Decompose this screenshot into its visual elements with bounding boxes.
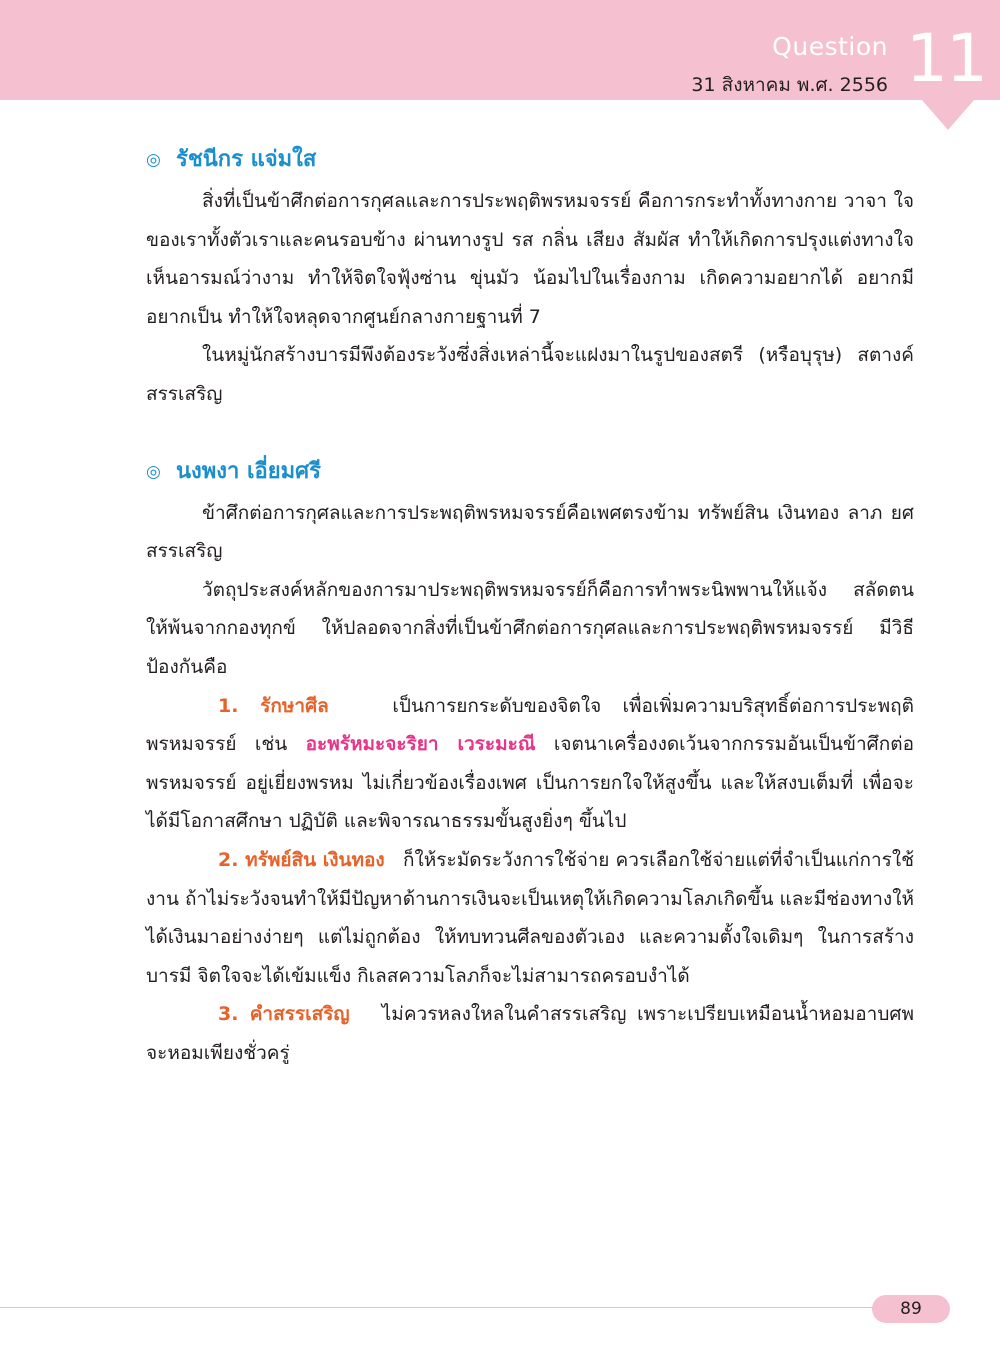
header-notch — [922, 100, 974, 130]
list-item-heading: 3. คำสรรเสริญ — [218, 1003, 350, 1026]
section-title-text: นงพงา เอี่ยมศรี — [176, 458, 321, 484]
list-item-text: เป็นการยกระดับของจิตใจ เพื่อเพิ่มความบริสุทธิ์ต่อการประพฤติพรหมจรรย์ เช่น — [146, 694, 914, 756]
list-item-heading: 2. ทรัพย์สิน เงินทอง — [218, 848, 385, 871]
paragraph: ในหมู่นักสร้างบารมีพึงต้องระวังซึ่งสิ่งเหล่านี้จะแฝงมาในรูปของสตรี (หรือบุรุษ) สตางค์ สรรเสริญ — [146, 344, 914, 405]
list-item-heading: 1. รักษาศีล — [218, 694, 329, 717]
paragraph: ข้าศึกต่อการกุศลและการประพฤติพรหมจรรย์คือเพศตรงข้าม ทรัพย์สิน เงินทอง ลาภ ยศ สรรเสริญ — [146, 501, 914, 563]
question-label: Question — [772, 32, 888, 61]
list-item-2 — [146, 841, 914, 995]
section-title-text: รัชนีกร แจ่มใส — [176, 147, 317, 172]
question-number: 11 — [906, 20, 986, 97]
page-content — [146, 138, 914, 1072]
list-item-1 — [146, 687, 914, 841]
paragraph: วัตถุประสงค์หลักของการมาประพฤติพรหมจรรย์ก็คือการทำพระนิพพานให้แจ้ง สลัดตนให้พ้นจากกองทุกข์ ให้ปลอดจากสิ่งที่เป็นข้าศึกต่อการกุศลและการประพฤติพรหมจรรย์ มีวิธีป้องกันคือ — [146, 578, 914, 678]
section-title-1 — [146, 138, 914, 182]
list-item-text: เจตนาเครื่องงดเว้นจากกรรมอันเป็นข้าศึกต่อพรหมจรรย์ อยู่เยี่ยงพรหม ไม่เกี่ยวข้องเรื่องเพศ เป็นการยกใจให้สูงขึ้น และให้สงบเต็มที่ เพื่อจะได้มีโอกาสศึกษา ปฏิบัติ และพิจารณาธรรมขั้นสูงยิ่งๆ ขึ้นไป — [146, 733, 914, 833]
list-item-text: ก็ให้ระมัดระวังการใช้จ่าย ควรเลือกใช้จ่ายแต่ที่จำเป็นแก่การใช้งาน ถ้าไม่ระวังจนทำให้มีปัญหาด้านการเงินจะเป็นเหตุให้เกิดความโลภเกิดขึ้น และมีช่องทางให้ได้เงินมาอย่างง่ายๆ แต่ไม่ถูกต้อง ให้ทบทวนศีลของตัวเอง และความตั้งใจเดิมๆ ในการสร้างบารมี จิตใจจะได้เข้มแข็ง กิเลสความโลภก็จะไม่สามารถครอบงำได้ — [146, 848, 914, 987]
bullet-icon: ◎ — [146, 461, 161, 482]
footer-divider — [0, 1307, 880, 1308]
bullet-icon: ◎ — [146, 150, 161, 170]
paragraph: สิ่งที่เป็นข้าศึกต่อการกุศลและการประพฤติพรหมจรรย์ คือการกระทำทั้งทางกาย วาจา ใจของเราทั้งตัวเราและคนรอบข้าง ผ่านทางรูป รส กลิ่น เสียง สัมผัส ทำให้เกิดการปรุงแต่งทางใจ เห็นอารมณ์ว่างาม ทำให้จิตใจฟุ้งซ่าน ขุ่นมัว น้อมไปในเรื่องกาม เกิดความอยากได้ อยากมี อยากเป็น ทำให้ใจหลุดจากศูนย์กลางกายฐานที่ 7 — [146, 190, 914, 328]
page-number: 89 — [872, 1295, 950, 1323]
highlight-term: อะพรัหมะจะริยา เวระมะณี — [305, 733, 536, 756]
list-item-3 — [146, 995, 914, 1072]
section-gap — [146, 414, 914, 450]
section-title-2 — [146, 450, 914, 494]
question-date: 31 สิงหาคม พ.ศ. 2556 — [691, 74, 888, 96]
list-item-text: ไม่ควรหลงใหลในคำสรรเสริญ เพราะเปรียบเหมือนน้ำหอมอาบศพ จะหอมเพียงชั่วครู่ — [146, 1003, 914, 1064]
